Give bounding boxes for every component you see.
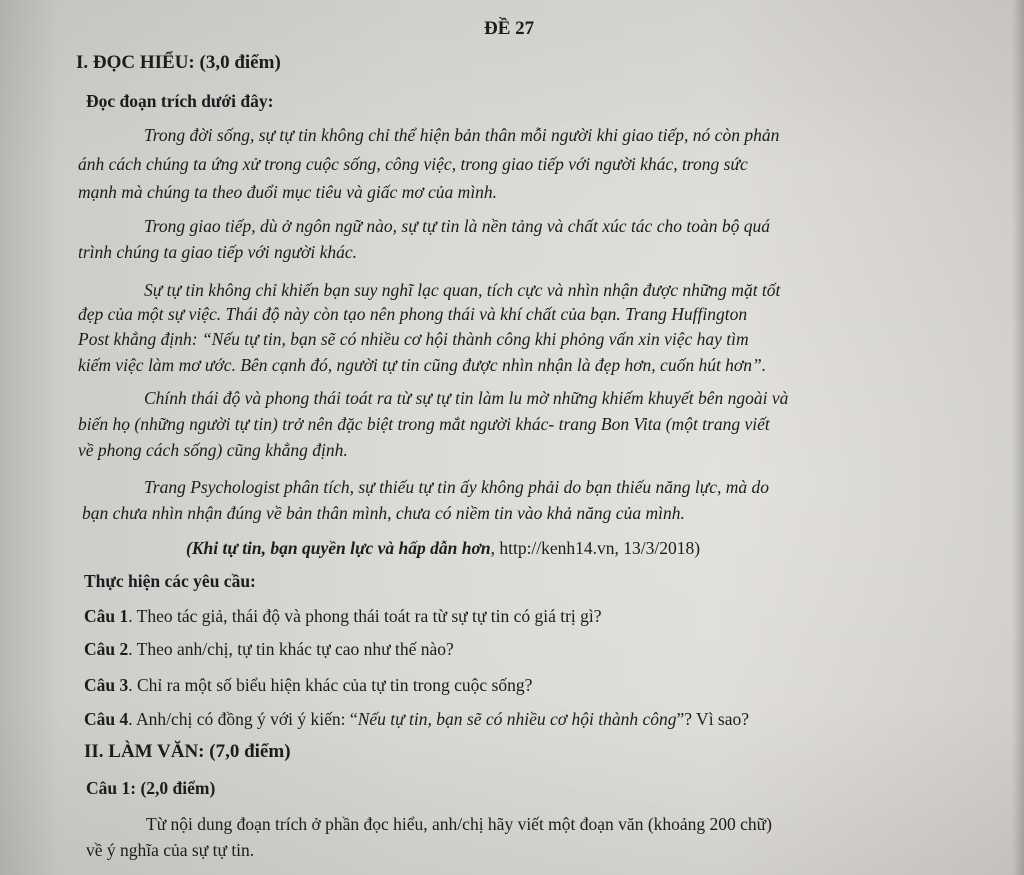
question-quote: Nếu tự tin, bạn sẽ có nhiều cơ hội thành công (357, 709, 677, 729)
question-2 (84, 638, 454, 660)
source-details: , http://kenh14.vn, 13/3/2018) (490, 538, 701, 558)
passage-line: trình chúng ta giao tiếp với người khác. (78, 242, 358, 262)
question-label: Câu 1 (84, 606, 129, 626)
passage-line: Sự tự tin không chỉ khiến bạn suy nghĩ lạc quan, tích cực và nhìn nhận được những mặt tốt (144, 280, 781, 300)
passage-line: ánh cách chúng ta ứng xử trong cuộc sống, công việc, trong giao tiếp với người khác, trong sức (78, 154, 748, 174)
passage-instruction: Đọc đoạn trích dưới đây: (86, 91, 274, 111)
question-text: . Anh/chị có đồng ý với ý kiến: “ (128, 709, 358, 729)
passage-line: Trang Psychologist phân tích, sự thiếu tự tin ấy không phải do bạn thiếu năng lực, mà do (144, 477, 770, 497)
passage-line: Chính thái độ và phong thái toát ra từ sự tự tin làm lu mờ những khiếm khuyết bên ngoài và (144, 388, 789, 408)
passage-line: Trong giao tiếp, dù ở ngôn ngữ nào, sự tự tin là nền tảng và chất xúc tác cho toàn bộ quá (144, 216, 770, 236)
exam-title: ĐỀ 27 (484, 18, 535, 39)
passage-line: kiếm việc làm mơ ước. Bên cạnh đó, người tự tin cũng được nhìn nhận là đẹp hơn, cuốn hút hơn”. (78, 355, 767, 375)
passage-line: bạn chưa nhìn nhận đúng về bản thân mình, chưa có niềm tin vào khả năng của mình. (82, 503, 685, 523)
passage-line: về phong cách sống) cũng khẳng định. (78, 440, 348, 460)
passage-line: Trong đời sống, sự tự tin không chỉ thể hiện bản thân mỗi người khi giao tiếp, nó còn phản (144, 125, 780, 145)
passage-source (186, 537, 700, 559)
passage-line: đẹp của một sự việc. Thái độ này còn tạo nên phong thái và khí chất của bạn. Trang Huffington (78, 304, 748, 324)
part2-question-1-label: Câu 1: (2,0 điểm) (86, 778, 216, 798)
question-text: . Theo anh/chị, tự tin khác tự cao như thế nào? (128, 639, 454, 659)
question-label: Câu 3 (84, 675, 129, 695)
passage-line: biến họ (những người tự tin) trở nên đặc biệt trong mắt người khác- trang Bon Vita (một trang viết (78, 414, 770, 434)
question-text: . Chỉ ra một số biểu hiện khác của tự tin trong cuộc sống? (128, 675, 533, 695)
question-label: Câu 2 (84, 639, 129, 659)
question-text-end: ”? Vì sao? (676, 709, 750, 729)
question-text: . Theo tác giả, thái độ và phong thái toát ra từ sự tự tin có giá trị gì? (128, 606, 602, 626)
part2-question-line: về ý nghĩa của sự tự tin. (86, 840, 255, 860)
passage-line: mạnh mà chúng ta theo đuổi mục tiêu và giấc mơ của mình. (78, 182, 498, 202)
question-1 (84, 605, 602, 627)
question-label: Câu 4 (84, 709, 129, 729)
part2-heading: II. LÀM VĂN: (7,0 điểm) (84, 741, 291, 762)
question-4 (84, 708, 749, 730)
question-3 (84, 674, 532, 696)
part1-heading: I. ĐỌC HIỂU: (3,0 điểm) (76, 52, 281, 73)
passage-line: Post khẳng định: “Nếu tự tin, bạn sẽ có nhiều cơ hội thành công khi phỏng vấn xin việc hay tìm (78, 329, 749, 349)
page-shadow (1012, 0, 1024, 875)
requirements-heading: Thực hiện các yêu cầu: (84, 571, 256, 591)
source-title: (Khi tự tin, bạn quyền lực và hấp dẫn hơn (186, 538, 491, 558)
part2-question-line: Từ nội dung đoạn trích ở phần đọc hiểu, anh/chị hãy viết một đoạn văn (khoảng 200 chữ) (146, 814, 772, 834)
